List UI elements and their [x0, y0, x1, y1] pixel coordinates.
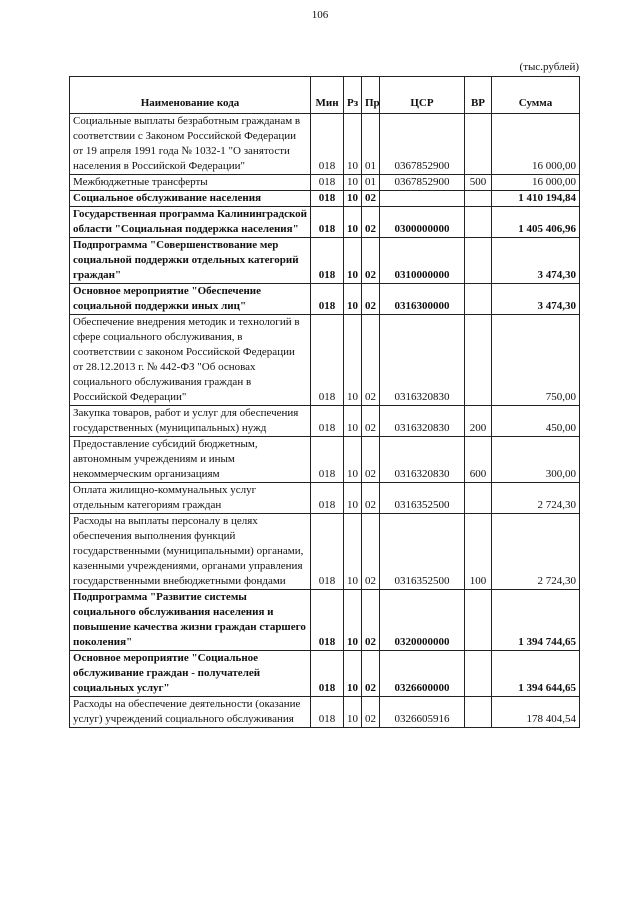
- cell-vr: [465, 590, 492, 651]
- table-row: [70, 406, 580, 437]
- cell-min: 018: [311, 114, 344, 175]
- cell-vr: [465, 284, 492, 315]
- cell-csr: 0326600000: [380, 651, 465, 697]
- cell-rz: 10: [344, 437, 362, 483]
- cell-rz: 10: [344, 238, 362, 284]
- cell-vr: [465, 191, 492, 207]
- table-row: [70, 697, 580, 728]
- cell-name: Расходы на выплаты персоналу в целях обеспечения выполнения функций государственными (муниципальными) органами, казенными учреждениями, органами управления государственными внебюджетными фондами: [70, 514, 311, 590]
- cell-min: 018: [311, 175, 344, 191]
- budget-table: [69, 76, 580, 728]
- cell-min: 018: [311, 651, 344, 697]
- cell-pr: 02: [362, 483, 380, 514]
- cell-min: 018: [311, 406, 344, 437]
- cell-vr: [465, 651, 492, 697]
- cell-min: 018: [311, 191, 344, 207]
- cell-pr: 02: [362, 406, 380, 437]
- cell-sum: 3 474,30: [492, 238, 580, 284]
- cell-rz: 10: [344, 651, 362, 697]
- cell-name: Оплата жилищно-коммунальных услуг отдельным категориям граждан: [70, 483, 311, 514]
- cell-pr: 02: [362, 207, 380, 238]
- cell-csr: 0320000000: [380, 590, 465, 651]
- cell-vr: [465, 238, 492, 284]
- cell-csr: 0367852900: [380, 175, 465, 191]
- cell-rz: 10: [344, 191, 362, 207]
- cell-name: Предоставление субсидий бюджетным, автономным учреждениям и иным некоммерческим организациям: [70, 437, 311, 483]
- cell-rz: 10: [344, 514, 362, 590]
- cell-sum: 3 474,30: [492, 284, 580, 315]
- cell-min: 018: [311, 483, 344, 514]
- cell-min: 018: [311, 207, 344, 238]
- cell-vr: 600: [465, 437, 492, 483]
- header-name: Наименование кода: [70, 77, 311, 114]
- cell-rz: 10: [344, 483, 362, 514]
- table-row: [70, 175, 580, 191]
- cell-csr: 0316320830: [380, 406, 465, 437]
- header-sum: Сумма: [492, 77, 580, 114]
- cell-pr: 02: [362, 238, 380, 284]
- cell-min: 018: [311, 238, 344, 284]
- cell-name: Государственная программа Калининградской области "Социальная поддержка населения": [70, 207, 311, 238]
- cell-min: 018: [311, 590, 344, 651]
- cell-vr: [465, 697, 492, 728]
- cell-sum: 300,00: [492, 437, 580, 483]
- cell-vr: [465, 114, 492, 175]
- cell-csr: 0316320830: [380, 315, 465, 406]
- cell-name: Расходы на обеспечение деятельности (оказание услуг) учреждений социального обслуживания: [70, 697, 311, 728]
- cell-min: 018: [311, 514, 344, 590]
- cell-name: Закупка товаров, работ и услуг для обеспечения государственных (муниципальных) нужд: [70, 406, 311, 437]
- cell-name: Подпрограмма "Совершенствование мер социальной поддержки отдельных категорий граждан": [70, 238, 311, 284]
- table-row: [70, 114, 580, 175]
- cell-sum: 1 394 744,65: [492, 590, 580, 651]
- cell-min: 018: [311, 437, 344, 483]
- cell-pr: 02: [362, 514, 380, 590]
- cell-name: Социальные выплаты безработным гражданам в соответствии с Законом Российской Федерации от 19 апреля 1991 года № 1032-1 "О занятости населения в Российской Федерации": [70, 114, 311, 175]
- cell-rz: 10: [344, 590, 362, 651]
- cell-pr: 02: [362, 651, 380, 697]
- header-csr: ЦСР: [380, 77, 465, 114]
- cell-name: Основное мероприятие "Обеспечение социальной поддержки иных лиц": [70, 284, 311, 315]
- cell-min: 018: [311, 315, 344, 406]
- cell-csr: [380, 191, 465, 207]
- cell-csr: 0316320830: [380, 437, 465, 483]
- cell-pr: 02: [362, 191, 380, 207]
- cell-sum: 16 000,00: [492, 114, 580, 175]
- table-row: [70, 207, 580, 238]
- header-rz: Рз: [344, 77, 362, 114]
- units-label: (тыс.рублей): [519, 61, 579, 73]
- table-row: [70, 483, 580, 514]
- cell-pr: 02: [362, 315, 380, 406]
- table-row: [70, 284, 580, 315]
- cell-vr: [465, 483, 492, 514]
- header-pr: Пр: [362, 77, 380, 114]
- cell-vr: 100: [465, 514, 492, 590]
- cell-csr: 0316300000: [380, 284, 465, 315]
- cell-csr: 0300000000: [380, 207, 465, 238]
- table-row: [70, 590, 580, 651]
- cell-sum: 1 394 644,65: [492, 651, 580, 697]
- cell-rz: 10: [344, 284, 362, 315]
- cell-name: Социальное обслуживание населения: [70, 191, 311, 207]
- cell-csr: 0316352500: [380, 514, 465, 590]
- table-row: [70, 238, 580, 284]
- cell-sum: 1 405 406,96: [492, 207, 580, 238]
- cell-rz: 10: [344, 207, 362, 238]
- cell-pr: 02: [362, 590, 380, 651]
- cell-pr: 01: [362, 114, 380, 175]
- table-row: [70, 315, 580, 406]
- cell-min: 018: [311, 697, 344, 728]
- cell-csr: 0316352500: [380, 483, 465, 514]
- cell-name: Основное мероприятие "Социальное обслуживание граждан - получателей социальных услуг": [70, 651, 311, 697]
- cell-rz: 10: [344, 114, 362, 175]
- table-row: [70, 437, 580, 483]
- table-row: [70, 514, 580, 590]
- cell-name: Межбюджетные трансферты: [70, 175, 311, 191]
- cell-vr: [465, 315, 492, 406]
- cell-sum: 2 724,30: [492, 514, 580, 590]
- table-row: [70, 191, 580, 207]
- cell-rz: 10: [344, 175, 362, 191]
- cell-pr: 02: [362, 284, 380, 315]
- cell-csr: 0326605916: [380, 697, 465, 728]
- cell-sum: 750,00: [492, 315, 580, 406]
- cell-min: 018: [311, 284, 344, 315]
- header-min: Мин: [311, 77, 344, 114]
- cell-sum: 178 404,54: [492, 697, 580, 728]
- cell-csr: 0367852900: [380, 114, 465, 175]
- cell-sum: 2 724,30: [492, 483, 580, 514]
- cell-csr: 0310000000: [380, 238, 465, 284]
- cell-pr: 02: [362, 697, 380, 728]
- cell-name: Подпрограмма "Развитие системы социального обслуживания населения и повышение качества жизни граждан старшего поколения": [70, 590, 311, 651]
- cell-pr: 02: [362, 437, 380, 483]
- cell-vr: [465, 207, 492, 238]
- table-row: [70, 651, 580, 697]
- cell-rz: 10: [344, 697, 362, 728]
- cell-vr: 500: [465, 175, 492, 191]
- cell-name: Обеспечение внедрения методик и технологий в сфере социального обслуживания, в соответствии с законом Российской Федерации от 28.12.2013 г. № 442-ФЗ "Об основах социального обслуживания граждан в Российской Федерации": [70, 315, 311, 406]
- cell-pr: 01: [362, 175, 380, 191]
- header-vr: ВР: [465, 77, 492, 114]
- cell-sum: 16 000,00: [492, 175, 580, 191]
- table-header-row: [70, 77, 580, 114]
- cell-vr: 200: [465, 406, 492, 437]
- cell-sum: 1 410 194,84: [492, 191, 580, 207]
- page-number: 106: [311, 9, 329, 21]
- cell-sum: 450,00: [492, 406, 580, 437]
- cell-rz: 10: [344, 315, 362, 406]
- cell-rz: 10: [344, 406, 362, 437]
